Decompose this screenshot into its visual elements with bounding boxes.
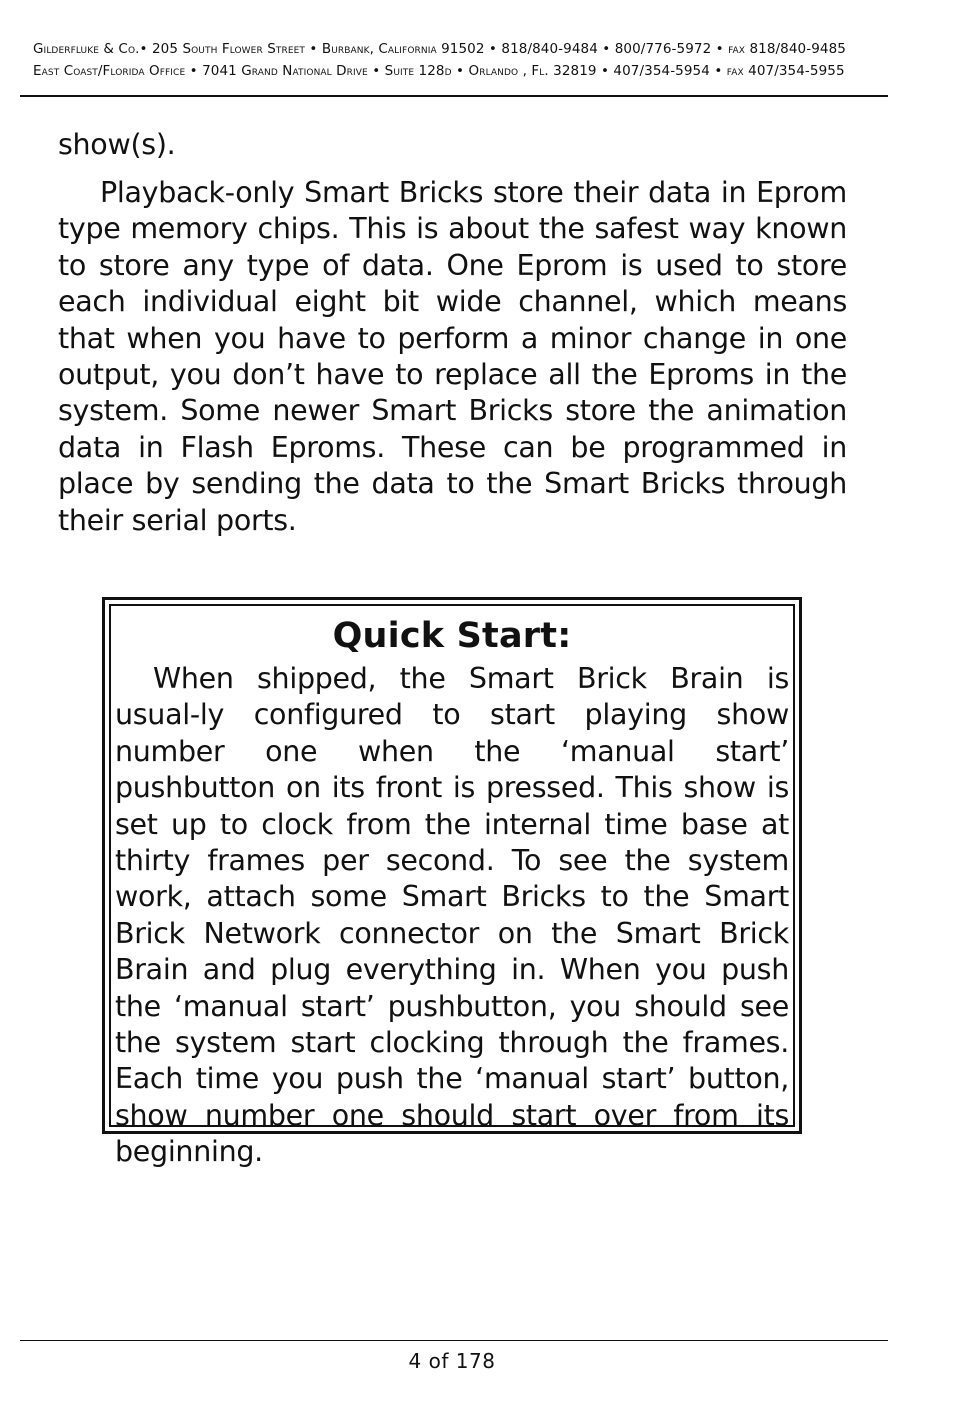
body-paragraph: Playback-only Smart Bricks store their data in Eprom type memory chips. This is about the safest way known to store any type of data. One Eprom is used to store each individual eight bit wide channel, which means that when you have to perform a minor change in one output, you don’t have to replace all the Eproms in the system. Some newer Smart Bricks store the animation data in Flash Eproms. These can be programmed in place by sending the data to the Smart Bricks through their serial ports.: [58, 176, 847, 537]
header-office-line: East Coast/Florida Office • 7041 Grand National Drive • Suite 128d • Orlando , Fl. 32819 • 407/354-5954 • fax 407/354-5955: [33, 63, 845, 79]
quick-start-text: When shipped, the Smart Brick Brain is usual-ly configured to start playing show number one when the ‘manual start’ pushbutton on its front is pressed. This show is set up to clock from the internal time base at thirty frames per second. To see the system work, attach some Smart Bricks to the Smart Brick Network connector on the Smart Brick Brain and plug everything in. When you push the ‘manual start’ pushbutton, you should see the system start clocking through the frames. Each time you push the ‘manual start’ button, show number one should start over from its beginning.: [115, 662, 789, 1169]
page-number: 4 of 178: [408, 1349, 496, 1373]
continuation-text: show(s).: [58, 128, 176, 161]
quick-start-title: Quick Start:: [332, 616, 572, 656]
header-divider: [20, 95, 888, 97]
quick-start-box: [102, 597, 802, 1169]
header-address-line: Gilderfluke & Co.• 205 South Flower Street • Burbank, California 91502 • 818/840-9484 • 800/776-5972 • fax 818/840-9485: [33, 41, 846, 57]
quick-start-inner-frame: [109, 604, 795, 1169]
footer-divider: [20, 1340, 888, 1341]
